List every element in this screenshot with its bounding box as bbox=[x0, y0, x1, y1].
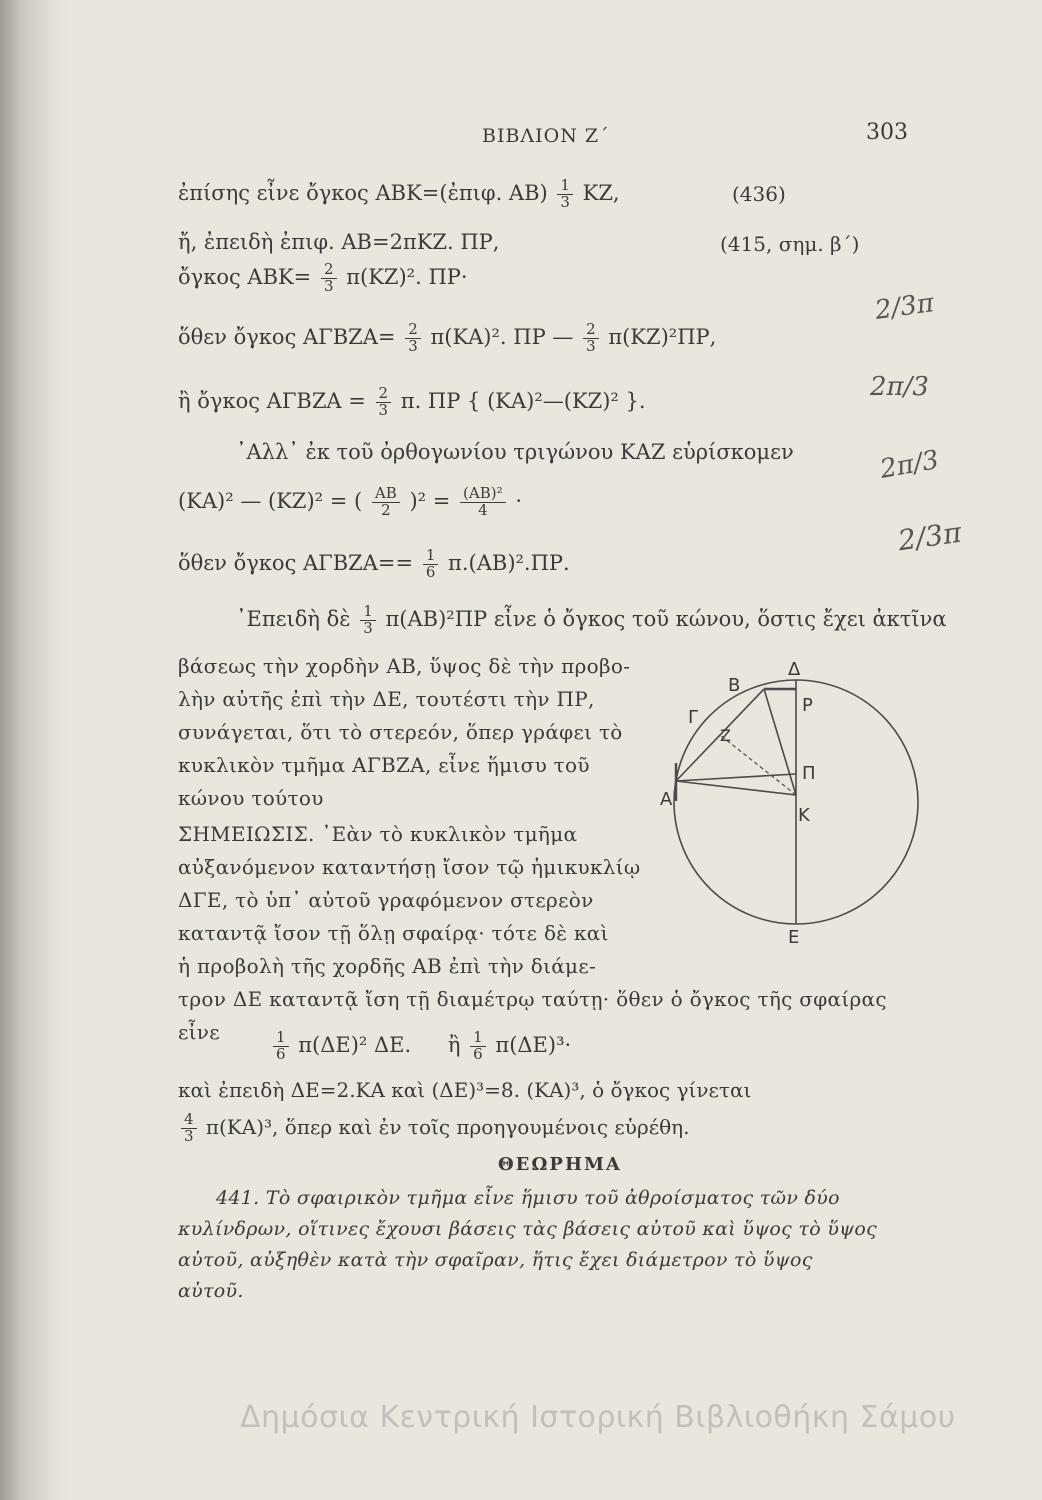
line-B-K bbox=[764, 689, 796, 795]
running-header: ΒΙΒΛΙΟΝ Ζ΄ bbox=[482, 125, 610, 147]
library-watermark: Δημόσια Κεντρική Ιστορική Βιβλιοθήκη Σάμου bbox=[240, 1400, 956, 1435]
margin-note-4: 2/3π bbox=[896, 515, 964, 558]
equation-line-9: ᾿Επειδὴ δὲ $\frac{1}{3}$ π(ΑΒ)²ΠΡ εἶνε ὁ ὄγκος τοῦ κώνου, ὅστις ἔχει ἀκτῖνα bbox=[236, 602, 947, 637]
equation-line-5: ἢ ὄγκος ΑΓΒΖΑ = $\frac{2}{3}$ π. ΠΡ { (ΚΑ)²—(ΚΖ)² }. bbox=[178, 384, 646, 419]
note-paragraph: ΣΗΜΕΙΩΣΙΣ. ᾿Εὰν τὸ κυκλικὸν τμῆμα αὐξανόμενον καταντήσῃ ἴσον τῷ ἡμικυκλίῳ ΔΓΕ, τὸ ὑπ᾿ αὐτοῦ γραφόμενον στερεὸν καταντᾷ ἴσον τῇ ὅλῃ σφαίρᾳ· τότε δὲ καὶ ἡ προβολὴ τῆς χορδῆς ΑΒ ἐπὶ τὴν διάμε- τρον ΔΕ καταντᾷ ἴση τῇ διαμέτρῳ ταύτῃ· ὅθεν ὁ ὄγκος τῆς σφαίρας εἶνε bbox=[178, 822, 887, 1044]
fraction: $\frac{AB}{2}$ bbox=[372, 486, 400, 519]
line-K-Z bbox=[720, 735, 796, 795]
equation-line-7: (ΚΑ)² — (ΚΖ)² = ( $\frac{AB}{2}$ )² = $\frac{\text{(ΑΒ)²}}{4}$ · bbox=[178, 484, 522, 519]
fraction: $\frac{1}{6}$ bbox=[423, 548, 439, 581]
fraction: $\frac{2}{3}$ bbox=[583, 322, 599, 355]
fraction: $\frac{2}{3}$ bbox=[405, 322, 421, 355]
label-Pi: Π bbox=[802, 763, 816, 784]
theorem-heading: ΘΕΩΡΗΜΑ bbox=[498, 1154, 622, 1175]
formula-line-result: $\frac{4}{3}$ π(ΚΑ)³, ὅπερ καὶ ἐν τοῖς προηγουμένοις εὑρέθη. bbox=[178, 1112, 689, 1145]
circle-segment-figure bbox=[660, 655, 950, 955]
fraction: $\frac{4}{3}$ bbox=[181, 1112, 197, 1145]
label-Delta: Δ bbox=[788, 659, 801, 680]
margin-note-2: 2π/3 bbox=[870, 372, 929, 402]
equation-ref-415: (415, σημ. β΄) bbox=[720, 232, 860, 256]
label-A: A bbox=[660, 789, 673, 810]
equation-line-2: ἤ, ἐπειδὴ ἐπιφ. ΑΒ=2πΚΖ. ΠΡ, bbox=[178, 230, 500, 254]
fraction: $\frac{2}{3}$ bbox=[376, 386, 392, 419]
page-number: 303 bbox=[866, 120, 908, 145]
label-E: E bbox=[788, 927, 800, 948]
sphere-volume-formula: $\frac{1}{6}$ π(ΔΕ)² ΔΕ. ἢ $\frac{1}{6}$ π(ΔΕ)³· bbox=[270, 1030, 571, 1063]
fraction: $\frac{\text{(ΑΒ)²}}{4}$ bbox=[460, 486, 506, 519]
fraction: $\frac{1}{3}$ bbox=[360, 604, 376, 637]
equation-line-8: ὅθεν ὄγκος ΑΓΒΖΑ== $\frac{1}{6}$ π.(ΑΒ)².ΠΡ. bbox=[178, 546, 570, 581]
paragraph-cone: βάσεως τὴν χορδὴν ΑΒ, ὕψος δὲ τὴν προβο- λὴν αὐτῆς ἐπὶ τὴν ΔΕ, τουτέστι τὴν ΠΡ, συνάγεται, ὅτι τὸ στερεόν, ὅπερ γράφει τὸ κυκλικὸν τμῆμα ΑΓΒΖΑ, εἶνε ἥμισυ τοῦ κώνου τούτου bbox=[178, 654, 631, 810]
equation-line-4: ὅθεν ὄγκος ΑΓΒΖΑ= $\frac{2}{3}$ π(ΚΑ)². ΠΡ — $\frac{2}{3}$ π(ΚΖ)²ΠΡ, bbox=[178, 320, 717, 355]
line-A-K bbox=[676, 781, 796, 795]
label-P: P bbox=[802, 695, 813, 716]
fraction: $\frac{1}{6}$ bbox=[470, 1030, 486, 1063]
equation-ref-436: (436) bbox=[732, 182, 786, 206]
equation-line-6: ᾿Αλλ᾿ ἐκ τοῦ ὀρθογωνίου τριγώνου ΚΑΖ εὑρίσκομεν bbox=[236, 440, 794, 464]
fraction: $\frac{2}{3}$ bbox=[321, 262, 337, 295]
formula-line-kai: καὶ ἐπειδὴ ΔΕ=2.ΚΑ καὶ (ΔΕ)³=8. (ΚΑ)³, ὁ ὄγκος γίνεται bbox=[178, 1078, 752, 1102]
line-A-Pi bbox=[676, 774, 796, 781]
fraction: $\frac{1}{3}$ bbox=[557, 178, 573, 211]
margin-note-3: 2π/3 bbox=[877, 445, 942, 485]
equation-line-1: ἐπίσης εἶνε ὄγκος ΑΒΚ=(ἐπιφ. ΑΒ) $\frac{1}{3}$ ΚΖ, bbox=[178, 176, 620, 211]
label-K: K bbox=[798, 805, 810, 826]
fraction: $\frac{1}{6}$ bbox=[273, 1030, 289, 1063]
label-Gamma: Γ bbox=[688, 707, 699, 728]
equation-line-3: ὄγκος ΑΒΚ= $\frac{2}{3}$ π(ΚΖ)². ΠΡ· bbox=[178, 260, 468, 295]
label-Z: Z bbox=[720, 726, 731, 745]
theorem-text: 441. Τὸ σφαιρικὸν τμῆμα εἶνε ἥμισυ τοῦ ἀθροίσματος τῶν δύο κυλίνδρων, οἵτινες ἔχουσι βάσεις τὰς βάσεις αὐτοῦ καὶ ὕψος τὸ ὕψος αὐτοῦ, αὐξηθὲν κατὰ τὴν σφαῖραν, ἥτις ἔχει διάμετρον τὸ ὕψος αὐτοῦ. bbox=[178, 1187, 878, 1302]
label-B: B bbox=[728, 675, 741, 696]
margin-note-1: 2/3π bbox=[873, 288, 936, 326]
